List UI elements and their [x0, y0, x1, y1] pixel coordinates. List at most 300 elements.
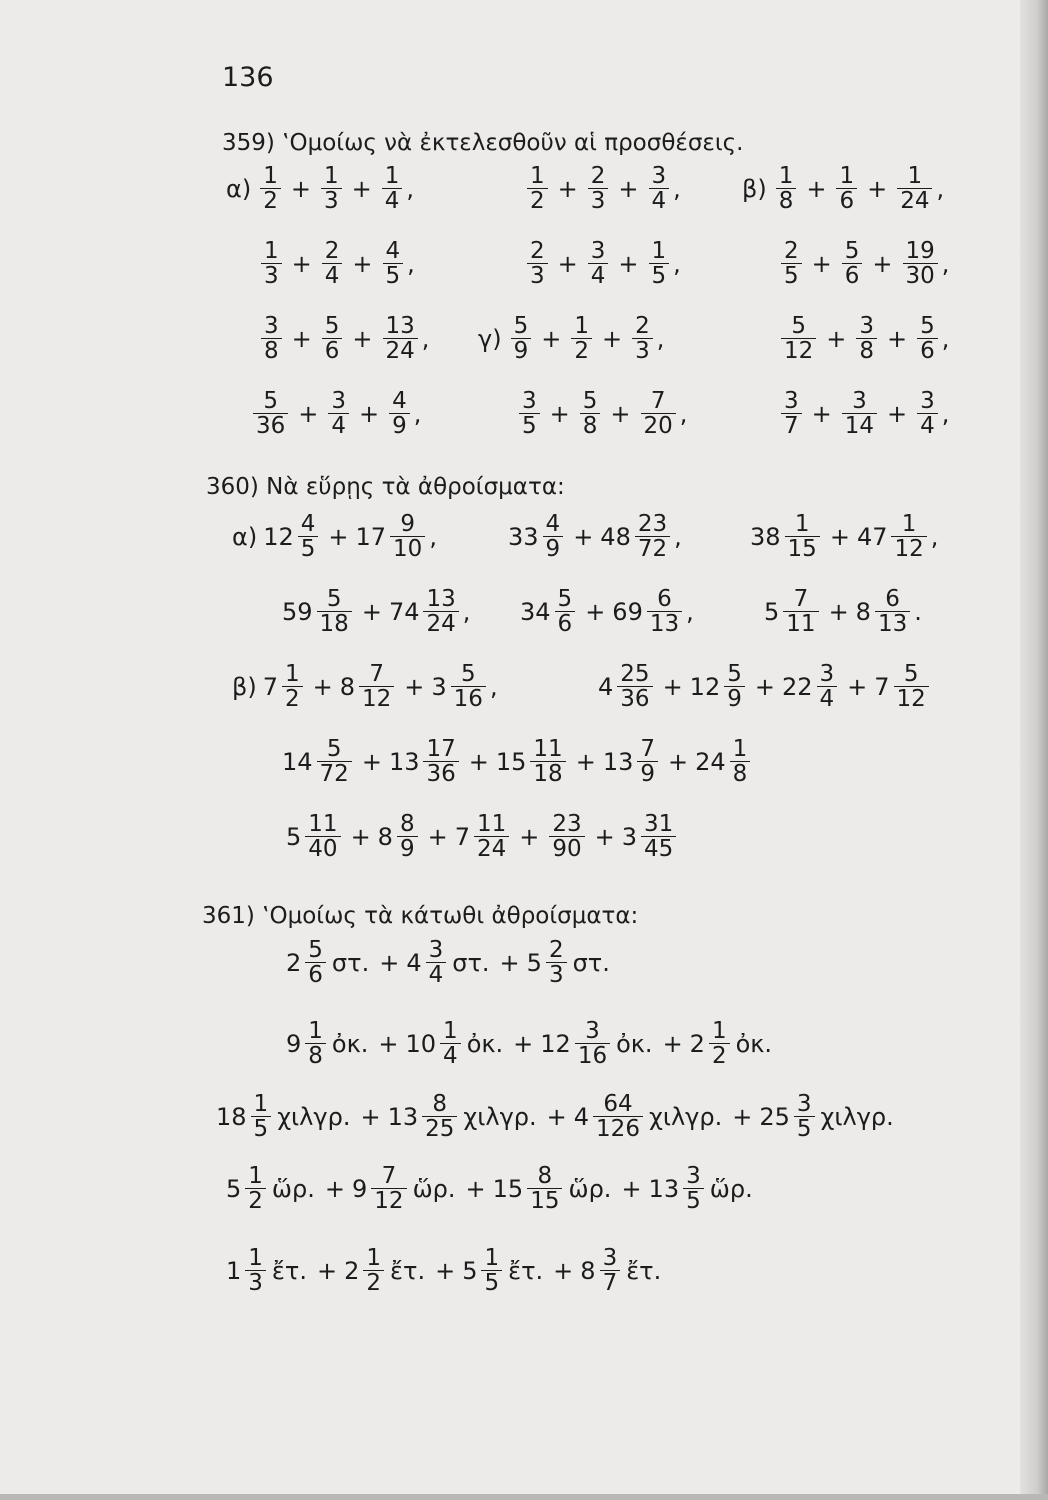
expression — [216, 1092, 897, 1141]
fraction-term — [216, 1092, 353, 1141]
fraction-term — [493, 1164, 615, 1213]
fraction-term — [527, 938, 613, 987]
fraction — [423, 587, 458, 636]
denominator: 4 — [917, 413, 938, 438]
denominator: 24 — [383, 338, 418, 363]
plus-sign: + — [847, 672, 868, 701]
fraction — [481, 1246, 502, 1295]
punctuation: , — [930, 522, 939, 551]
denominator: 13 — [875, 611, 910, 636]
denominator: 9 — [389, 413, 410, 438]
plus-sign: + — [360, 1102, 381, 1131]
numerator: 1 — [651, 238, 667, 264]
plus-sign: + — [312, 672, 333, 701]
page-number: 136 — [222, 62, 274, 93]
denominator: 9 — [637, 761, 658, 786]
fraction-term — [690, 662, 748, 711]
numerator: 1 — [711, 1018, 727, 1044]
plus-sign: + — [573, 522, 594, 551]
plus-sign: + — [361, 597, 382, 626]
unit-label: στ. — [331, 948, 370, 977]
unit-label: χιλγρ. — [277, 1102, 351, 1131]
expression — [258, 239, 415, 288]
fraction — [527, 1164, 562, 1213]
denominator: 12 — [894, 686, 929, 711]
fraction — [305, 1019, 326, 1068]
fraction — [891, 512, 926, 561]
numerator: 1 — [366, 1245, 382, 1271]
fraction — [641, 389, 676, 438]
numerator: 7 — [640, 736, 655, 762]
plus-sign: + — [601, 324, 623, 353]
whole-part: 47 — [856, 522, 888, 551]
fraction-term — [226, 1164, 318, 1213]
numerator: 5 — [324, 313, 340, 339]
fraction-term — [286, 812, 344, 861]
numerator: 1 — [839, 163, 855, 189]
numerator: 3 — [264, 313, 279, 339]
plus-sign: + — [513, 1029, 534, 1058]
denominator: 5 — [794, 1116, 815, 1141]
numerator: 1 — [778, 163, 794, 189]
plus-sign: + — [427, 822, 448, 851]
fraction — [649, 164, 670, 213]
numerator: 1 — [253, 1091, 269, 1117]
numerator: 9 — [400, 511, 415, 537]
fraction-term — [778, 314, 819, 363]
numerator: 1 — [574, 313, 589, 339]
numerator: 5 — [308, 937, 323, 963]
plus-sign: + — [662, 672, 683, 701]
fraction-term — [750, 512, 823, 561]
numerator: 11 — [476, 811, 507, 837]
fraction-term — [524, 239, 551, 288]
numerator: 2 — [635, 313, 650, 339]
expression — [258, 314, 429, 363]
denominator: 24 — [897, 188, 932, 213]
numerator: 1 — [263, 163, 278, 189]
unit-label: ὀκ. — [466, 1029, 504, 1058]
plus-sign: + — [316, 1256, 338, 1285]
numerator: 2 — [590, 163, 606, 189]
fraction-term — [546, 812, 587, 861]
whole-part: 14 — [282, 747, 313, 776]
numerator: 4 — [385, 238, 401, 264]
fraction-term — [646, 239, 681, 288]
denominator: 3 — [261, 263, 282, 288]
fraction-term — [839, 239, 866, 288]
fraction — [549, 812, 584, 861]
fraction-term — [263, 512, 321, 561]
fraction-term — [352, 1164, 459, 1213]
fraction-term — [568, 314, 595, 363]
denominator: 4 — [817, 686, 838, 711]
fraction — [776, 164, 797, 213]
fraction — [649, 239, 670, 288]
numerator: 1 — [901, 511, 917, 537]
numerator: 25 — [620, 661, 650, 687]
numerator: 1 — [384, 163, 400, 189]
fraction — [785, 512, 820, 561]
fraction-term — [764, 587, 822, 636]
fraction-term — [598, 662, 656, 711]
plus-sign: + — [826, 324, 847, 353]
fraction — [836, 164, 857, 213]
whole-part: 8 — [339, 672, 355, 701]
page-edge-shadow — [1020, 0, 1048, 1500]
denominator: 6 — [836, 188, 857, 213]
plus-sign: + — [887, 399, 908, 428]
plus-sign: + — [499, 948, 520, 977]
plus-sign: + — [754, 672, 775, 701]
denominator: 24 — [423, 611, 458, 636]
punctuation: , — [674, 522, 682, 551]
numerator: 1 — [530, 163, 545, 189]
denominator: 72 — [635, 536, 670, 561]
fraction — [389, 389, 410, 438]
expression — [524, 239, 681, 288]
fraction — [305, 812, 340, 861]
punctuation: , — [462, 597, 471, 626]
denominator: 3 — [527, 263, 548, 288]
fraction — [555, 587, 576, 636]
fraction — [709, 1019, 730, 1068]
fraction — [600, 1246, 621, 1295]
fraction — [632, 314, 653, 363]
numerator: 4 — [545, 511, 561, 537]
fraction — [282, 662, 303, 711]
whole-part: 3 — [621, 822, 638, 851]
plus-sign: + — [378, 1029, 399, 1058]
denominator: 9 — [543, 536, 564, 561]
denominator: 5 — [251, 1116, 272, 1141]
fraction — [251, 1092, 272, 1141]
fraction-term — [638, 389, 688, 438]
fraction-term — [690, 1019, 775, 1068]
fraction-term — [900, 239, 950, 288]
numerator: 3 — [819, 661, 835, 687]
denominator: 14 — [842, 413, 877, 438]
fraction-term — [580, 1246, 664, 1295]
fraction — [305, 938, 326, 987]
whole-part: 7 — [874, 672, 890, 701]
numerator: 1 — [264, 238, 279, 264]
numerator: 3 — [686, 1163, 701, 1189]
whole-part: 8 — [855, 597, 871, 626]
fraction — [783, 587, 818, 636]
fraction — [321, 164, 342, 213]
expression — [598, 662, 932, 711]
numerator: 3 — [602, 1245, 618, 1271]
plus-sign: + — [557, 174, 578, 203]
exercise-360-heading: 360) Νὰ εὕρῃς τὰ ἀθροίσματα: — [206, 474, 565, 500]
numerator: 1 — [284, 661, 300, 687]
fraction-term — [258, 239, 285, 288]
plus-sign: + — [352, 324, 373, 353]
fraction — [390, 512, 425, 561]
whole-part: 7 — [262, 672, 278, 701]
plus-sign: + — [610, 399, 631, 428]
expression — [778, 239, 949, 288]
whole-part: 5 — [286, 822, 302, 851]
plus-sign: + — [359, 399, 380, 428]
whole-part: 13 — [388, 747, 420, 776]
expression — [750, 512, 938, 561]
fraction-term — [516, 389, 543, 438]
denominator: 4 — [328, 413, 349, 438]
unit-label: ὀκ. — [616, 1029, 653, 1058]
numerator: 4 — [392, 388, 407, 414]
denominator: 9 — [511, 338, 532, 363]
expression — [516, 389, 687, 438]
fraction — [322, 314, 343, 363]
whole-part: 12 — [689, 672, 721, 701]
plus-sign: + — [662, 1029, 683, 1058]
numerator: 3 — [852, 388, 867, 414]
expression — [286, 938, 613, 987]
denominator: 3 — [588, 188, 609, 213]
fraction — [842, 239, 863, 288]
fraction — [527, 239, 548, 288]
numerator: 5 — [920, 313, 935, 339]
fraction — [383, 314, 418, 363]
numerator: 23 — [637, 511, 668, 537]
fraction — [724, 662, 745, 711]
fraction-term — [378, 812, 421, 861]
fraction — [317, 587, 352, 636]
denominator: 11 — [783, 611, 818, 636]
fraction — [328, 389, 349, 438]
fraction-term — [894, 164, 944, 213]
numerator: 1 — [732, 736, 748, 762]
numerator: 3 — [428, 937, 444, 963]
whole-part: 18 — [216, 1102, 247, 1131]
denominator: 36 — [423, 761, 458, 786]
numerator: 3 — [590, 238, 606, 264]
punctuation: , — [673, 174, 681, 203]
fraction — [817, 662, 838, 711]
fraction-term — [344, 1246, 428, 1295]
denominator: 6 — [842, 263, 863, 288]
fraction — [451, 662, 486, 711]
denominator: 6 — [322, 338, 343, 363]
fraction — [363, 1246, 384, 1295]
denominator: 5 — [781, 263, 802, 288]
fraction — [588, 239, 609, 288]
numerator: 1 — [308, 1018, 323, 1044]
fraction-term — [914, 314, 949, 363]
fraction-term — [508, 314, 535, 363]
numerator: 6 — [657, 586, 672, 612]
fraction — [635, 512, 670, 561]
fraction — [617, 662, 652, 711]
numerator: 7 — [369, 661, 384, 687]
fraction-term — [250, 389, 291, 438]
fraction-term — [319, 314, 346, 363]
fraction-term — [600, 512, 681, 561]
numerator: 1 — [443, 1018, 458, 1044]
fraction — [856, 314, 877, 363]
denominator: 9 — [397, 836, 418, 861]
whole-part: 1 — [226, 1256, 242, 1285]
unit-label: στ. — [452, 948, 490, 977]
punctuation: , — [406, 174, 414, 203]
item-label: β) — [232, 672, 257, 701]
fraction-term — [874, 662, 932, 711]
numerator: 5 — [582, 388, 598, 414]
plus-sign: + — [828, 597, 849, 626]
punctuation: . — [914, 597, 922, 626]
whole-part: 2 — [286, 948, 302, 977]
whole-part: 8 — [580, 1256, 596, 1285]
plus-sign: + — [298, 399, 319, 428]
fraction-term — [603, 737, 661, 786]
denominator: 5 — [481, 1270, 502, 1295]
denominator: 4 — [382, 188, 403, 213]
numerator: 3 — [784, 388, 799, 414]
plus-sign: + — [732, 1102, 753, 1131]
fraction — [641, 812, 676, 861]
denominator: 2 — [709, 1043, 730, 1068]
denominator: 2 — [527, 188, 548, 213]
whole-part: 10 — [405, 1029, 437, 1058]
whole-part: 4 — [573, 1102, 590, 1131]
numerator: 6 — [885, 586, 900, 612]
fraction-term — [340, 662, 398, 711]
numerator: 19 — [905, 238, 935, 264]
item-label: α) — [232, 522, 258, 551]
numerator: 1 — [794, 511, 810, 537]
numerator: 1 — [484, 1245, 500, 1271]
whole-part: 5 — [462, 1256, 478, 1285]
numerator: 5 — [557, 586, 573, 612]
fraction — [397, 812, 418, 861]
fraction-term — [914, 389, 949, 438]
unit-label: χιλγρ. — [463, 1102, 537, 1131]
plus-sign: + — [324, 1174, 345, 1203]
expression — [478, 314, 664, 363]
numerator: 3 — [331, 388, 347, 414]
fraction — [894, 662, 929, 711]
numerator: 1 — [323, 163, 339, 189]
denominator: 4 — [426, 962, 447, 987]
plus-sign: + — [867, 174, 888, 203]
denominator: 45 — [641, 836, 676, 861]
fraction-term — [380, 314, 430, 363]
unit-label: ὥρ. — [568, 1174, 612, 1203]
fraction-term — [612, 587, 693, 636]
denominator: 6 — [305, 962, 326, 987]
plus-sign: + — [351, 174, 372, 203]
denominator: 13 — [647, 611, 682, 636]
item-label: α) — [226, 174, 252, 203]
numerator: 11 — [308, 811, 338, 837]
denominator: 40 — [305, 836, 340, 861]
denominator: 25 — [422, 1116, 457, 1141]
denominator: 5 — [298, 536, 319, 561]
fraction-term — [389, 587, 470, 636]
denominator: 2 — [363, 1270, 384, 1295]
plus-sign: + — [575, 747, 596, 776]
unit-label: ἔτ. — [271, 1256, 307, 1285]
numerator: 11 — [533, 736, 563, 762]
plus-sign: + — [328, 522, 349, 551]
unit-label: χιλγρ. — [820, 1102, 894, 1131]
fraction — [298, 512, 319, 561]
denominator: 5 — [519, 413, 540, 438]
fraction-term — [388, 1092, 540, 1141]
numerator: 4 — [300, 511, 316, 537]
denominator: 16 — [575, 1043, 610, 1068]
denominator: 30 — [903, 263, 938, 288]
numerator: 2 — [324, 238, 340, 264]
fraction-term — [773, 164, 800, 213]
expression — [524, 164, 681, 213]
denominator: 4 — [588, 263, 609, 288]
punctuation: , — [489, 672, 498, 701]
numerator: 2 — [784, 238, 799, 264]
denominator: 4 — [649, 188, 670, 213]
numerator: 3 — [796, 1091, 812, 1117]
fraction — [253, 389, 288, 438]
fraction — [543, 512, 564, 561]
fraction-term — [258, 314, 285, 363]
denominator: 36 — [617, 686, 652, 711]
fraction-term — [406, 938, 492, 987]
item-label: β) — [742, 174, 767, 203]
denominator: 16 — [451, 686, 486, 711]
whole-part: 24 — [695, 747, 726, 776]
whole-part: 3 — [431, 672, 447, 701]
fraction-term — [431, 662, 497, 711]
plus-sign: + — [290, 174, 311, 203]
fraction — [588, 164, 609, 213]
fraction — [423, 737, 458, 786]
item-label: γ) — [478, 324, 502, 353]
denominator: 3 — [321, 188, 342, 213]
fraction-term — [778, 389, 805, 438]
fraction — [875, 587, 910, 636]
numerator: 8 — [399, 811, 415, 837]
denominator: 3 — [546, 962, 567, 987]
fraction — [546, 938, 567, 987]
fraction-term — [646, 164, 681, 213]
punctuation: , — [941, 249, 950, 278]
expression — [778, 314, 949, 363]
numerator: 3 — [522, 388, 537, 414]
denominator: 7 — [781, 413, 802, 438]
denominator: 20 — [641, 413, 676, 438]
whole-part: 74 — [388, 597, 420, 626]
plus-sign: + — [618, 174, 639, 203]
expression — [226, 1164, 756, 1213]
fraction — [440, 1019, 461, 1068]
denominator: 36 — [253, 413, 288, 438]
fraction-term — [462, 1246, 546, 1295]
fraction-term — [520, 587, 578, 636]
punctuation: , — [407, 249, 415, 278]
unit-label: ὀκ. — [735, 1029, 773, 1058]
fraction-term — [496, 737, 569, 786]
unit-label: ἔτ. — [508, 1256, 544, 1285]
plus-sign: + — [468, 747, 489, 776]
denominator: 8 — [580, 413, 601, 438]
whole-part: 7 — [454, 822, 470, 851]
fraction — [261, 314, 282, 363]
whole-part: 9 — [352, 1174, 368, 1203]
denominator: 3 — [245, 1270, 266, 1295]
fraction — [730, 737, 751, 786]
